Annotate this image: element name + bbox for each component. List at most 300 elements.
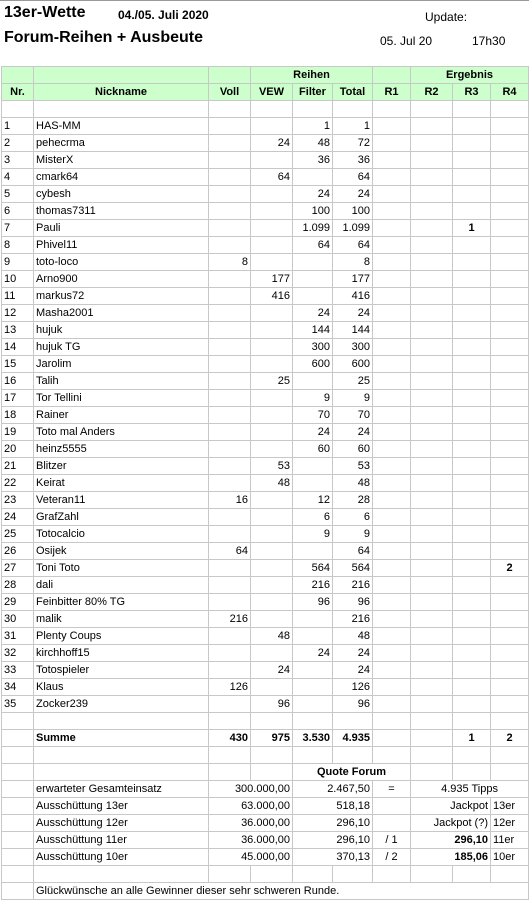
row-r2 [411,458,453,475]
spacer-row [2,713,529,730]
quote-amount: 296,10 [293,832,373,849]
row-number: 25 [2,526,34,543]
row-r1 [373,118,411,135]
update-date: 05. Jul 20 [380,34,433,48]
row-r2 [411,424,453,441]
row-r1 [373,577,411,594]
row-r4 [491,458,529,475]
row-r1 [373,390,411,407]
quote-row [2,849,529,866]
row-total: 25 [333,373,373,390]
empty-cell [373,866,411,883]
row-r3 [453,611,491,628]
row-filter: 12 [293,492,333,509]
reihen-header: Reihen [251,67,373,84]
row-r3 [453,645,491,662]
row-r1 [373,203,411,220]
row-voll [209,645,251,662]
row-number: 13 [2,322,34,339]
row-nickname: Zocker239 [34,696,209,713]
empty-cell [411,713,453,730]
row-voll [209,560,251,577]
row-r2 [411,492,453,509]
table-row [2,679,529,696]
row-r3 [453,237,491,254]
row-filter: 24 [293,645,333,662]
row-voll [209,458,251,475]
row-nickname: markus72 [34,288,209,305]
row-r3 [453,271,491,288]
row-r2 [411,526,453,543]
row-r3 [453,475,491,492]
table-row [2,441,529,458]
empty-cell [373,713,411,730]
empty-cell [373,747,411,764]
quote-rank: 13er [491,798,529,815]
row-filter: 216 [293,577,333,594]
row-r1 [373,373,411,390]
row-filter: 1.099 [293,220,333,237]
empty-cell [2,713,34,730]
row-r1 [373,611,411,628]
row-number: 14 [2,339,34,356]
row-r3 [453,441,491,458]
empty-cell [2,747,34,764]
einsatz-quote: 2.467,50 [293,781,373,798]
row-total: 9 [333,526,373,543]
footer-message: Glückwünsche an alle Gewinner dieser sehr schweren Runde. [34,883,529,900]
empty-cell [293,747,333,764]
row-r1 [373,543,411,560]
empty-cell [333,747,373,764]
row-r4 [491,237,529,254]
quote-divisor [373,798,411,815]
row-vew: 177 [251,271,293,288]
row-nickname: thomas7311 [34,203,209,220]
row-r2 [411,611,453,628]
quote-divisor: / 2 [373,849,411,866]
table-row [2,203,529,220]
top-border [0,0,529,1]
quote-label: Ausschüttung 11er [34,832,209,849]
row-r1 [373,679,411,696]
quote-rank: 10er [491,849,529,866]
row-r2 [411,271,453,288]
row-r4 [491,662,529,679]
col-r4: R4 [491,84,529,101]
empty-cell [491,764,529,781]
row-voll [209,237,251,254]
row-nickname: Pauli [34,220,209,237]
row-total: 24 [333,186,373,203]
col-nickname: Nickname [34,84,209,101]
col-filter: Filter [293,84,333,101]
betting-table [1,66,529,900]
row-filter: 144 [293,322,333,339]
row-voll [209,441,251,458]
row-r4 [491,543,529,560]
row-nickname: malik [34,611,209,628]
row-total: 100 [333,203,373,220]
empty-cell [333,713,373,730]
row-nickname: kirchhoff15 [34,645,209,662]
row-nickname: cybesh [34,186,209,203]
row-r4 [491,679,529,696]
row-number: 9 [2,254,34,271]
row-vew: 48 [251,628,293,645]
quote-value: 36.000,00 [209,832,293,849]
row-r2 [411,356,453,373]
row-r2 [411,220,453,237]
empty-cell [2,730,34,747]
empty-cell [2,866,34,883]
row-voll [209,594,251,611]
row-total: 60 [333,441,373,458]
row-nickname: Phivel11 [34,237,209,254]
row-number: 32 [2,645,34,662]
row-r2 [411,373,453,390]
row-r4 [491,288,529,305]
row-vew [251,322,293,339]
row-number: 7 [2,220,34,237]
row-total: 36 [333,152,373,169]
row-filter: 70 [293,407,333,424]
quote-value: 36.000,00 [209,815,293,832]
row-filter: 36 [293,152,333,169]
empty-cell [491,866,529,883]
row-r2 [411,305,453,322]
row-total: 126 [333,679,373,696]
table-row [2,288,529,305]
row-total: 24 [333,305,373,322]
empty-cell [2,781,34,798]
quote-row [2,832,529,849]
table-row [2,577,529,594]
table-row [2,407,529,424]
einsatz-tipps: 4.935 Tipps [411,781,529,798]
row-total: 564 [333,560,373,577]
row-filter [293,288,333,305]
row-number: 10 [2,271,34,288]
row-r4 [491,339,529,356]
row-filter: 600 [293,356,333,373]
row-r3 [453,560,491,577]
table-row [2,543,529,560]
table-row [2,662,529,679]
row-r4 [491,254,529,271]
row-r4 [491,356,529,373]
row-voll [209,288,251,305]
row-nickname: cmark64 [34,169,209,186]
row-vew: 96 [251,696,293,713]
row-r1 [373,169,411,186]
row-number: 29 [2,594,34,611]
row-r1 [373,441,411,458]
row-number: 24 [2,509,34,526]
quote-value: 63.000,00 [209,798,293,815]
row-vew [251,611,293,628]
row-r1 [373,594,411,611]
row-voll [209,271,251,288]
sheet-title: 13er-Wette [4,4,86,21]
row-r1 [373,662,411,679]
row-r3 [453,492,491,509]
empty-cell [2,883,34,900]
empty-cell [373,101,411,118]
row-r2 [411,135,453,152]
row-nickname: Feinbitter 80% TG [34,594,209,611]
row-filter [293,543,333,560]
row-vew [251,305,293,322]
row-filter [293,254,333,271]
row-r2 [411,475,453,492]
row-voll [209,220,251,237]
row-vew: 64 [251,169,293,186]
empty-cell [411,764,453,781]
row-total: 1 [333,118,373,135]
empty-cell [34,101,209,118]
row-voll [209,509,251,526]
row-r4: 2 [491,560,529,577]
spacer-row [2,866,529,883]
row-r4 [491,186,529,203]
row-nickname: Veteran11 [34,492,209,509]
empty-cell [251,713,293,730]
row-vew [251,152,293,169]
summe-vew: 975 [251,730,293,747]
row-filter: 48 [293,135,333,152]
empty-cell [373,730,411,747]
row-nickname: Jarolim [34,356,209,373]
quote-label: Ausschüttung 13er [34,798,209,815]
row-r3 [453,696,491,713]
table-row [2,492,529,509]
row-filter: 24 [293,424,333,441]
row-r4 [491,611,529,628]
row-r2 [411,203,453,220]
row-r1 [373,254,411,271]
row-r3 [453,373,491,390]
row-r3 [453,169,491,186]
row-vew [251,560,293,577]
row-r4 [491,322,529,339]
row-r4 [491,305,529,322]
row-vew [251,526,293,543]
quote-divisor [373,815,411,832]
quote-amount: 370,13 [293,849,373,866]
row-r4 [491,135,529,152]
row-r2 [411,169,453,186]
table-row [2,118,529,135]
row-number: 23 [2,492,34,509]
quote-amount: 518,18 [293,798,373,815]
col-nr: Nr. [2,84,34,101]
row-r3 [453,186,491,203]
empty-cell [491,101,529,118]
empty-cell [333,101,373,118]
table-row [2,390,529,407]
row-nickname: Blitzer [34,458,209,475]
empty-cell [2,101,34,118]
row-r1 [373,475,411,492]
empty-cell [293,866,333,883]
row-r3 [453,322,491,339]
table-row [2,424,529,441]
row-vew [251,390,293,407]
row-nickname: Toto mal Anders [34,424,209,441]
row-vew [251,441,293,458]
row-r2 [411,543,453,560]
col-r2: R2 [411,84,453,101]
row-filter: 9 [293,526,333,543]
row-number: 16 [2,373,34,390]
row-filter [293,679,333,696]
row-number: 1 [2,118,34,135]
spacer-row [2,747,529,764]
row-total: 53 [333,458,373,475]
empty-cell [453,101,491,118]
row-vew: 48 [251,475,293,492]
table-row [2,696,529,713]
header-row-2 [2,84,529,101]
row-r2 [411,186,453,203]
row-vew [251,679,293,696]
row-number: 2 [2,135,34,152]
row-voll [209,696,251,713]
row-r4 [491,441,529,458]
table-row [2,475,529,492]
row-nickname: Talih [34,373,209,390]
row-r4 [491,373,529,390]
row-vew: 416 [251,288,293,305]
row-vew: 53 [251,458,293,475]
row-r2 [411,288,453,305]
spacer-row [2,101,529,118]
row-total: 600 [333,356,373,373]
row-r1 [373,492,411,509]
empty-cell [453,866,491,883]
row-voll [209,135,251,152]
row-voll [209,339,251,356]
row-r3: 1 [453,220,491,237]
empty-cell [293,101,333,118]
row-vew: 25 [251,373,293,390]
row-total: 28 [333,492,373,509]
empty-cell [491,747,529,764]
row-vew [251,118,293,135]
row-r1 [373,645,411,662]
row-voll [209,186,251,203]
row-vew [251,237,293,254]
empty-cell [2,849,34,866]
row-vew [251,356,293,373]
quote-rank: 11er [491,832,529,849]
row-voll [209,407,251,424]
empty-cell [411,730,453,747]
row-voll [209,373,251,390]
row-voll [209,152,251,169]
footer-row [2,883,529,900]
row-nickname: Arno900 [34,271,209,288]
quote-row [2,798,529,815]
row-r2 [411,696,453,713]
row-vew [251,220,293,237]
row-vew [251,407,293,424]
empty-cell [251,101,293,118]
row-filter [293,271,333,288]
row-nickname: GrafZahl [34,509,209,526]
row-r1 [373,526,411,543]
row-r2 [411,628,453,645]
einsatz-equals: = [373,781,411,798]
row-number: 34 [2,679,34,696]
row-r3 [453,577,491,594]
row-number: 11 [2,288,34,305]
row-number: 17 [2,390,34,407]
row-number: 35 [2,696,34,713]
row-filter: 564 [293,560,333,577]
row-total: 24 [333,645,373,662]
empty-cell [34,866,209,883]
table-row [2,305,529,322]
table-row [2,237,529,254]
row-r4 [491,118,529,135]
row-number: 33 [2,662,34,679]
summe-label: Summe [34,730,209,747]
row-total: 24 [333,424,373,441]
row-nickname: Keirat [34,475,209,492]
row-r2 [411,577,453,594]
row-voll [209,424,251,441]
row-r4 [491,509,529,526]
einsatz-value: 300.000,00 [209,781,293,798]
row-r1 [373,271,411,288]
quote-value: 45.000,00 [209,849,293,866]
row-nickname: Klaus [34,679,209,696]
row-r4 [491,594,529,611]
row-nickname: Osijek [34,543,209,560]
empty-cell [491,713,529,730]
row-number: 8 [2,237,34,254]
table-row [2,560,529,577]
row-number: 19 [2,424,34,441]
empty-cell [2,798,34,815]
row-filter: 24 [293,186,333,203]
empty-cell [34,764,209,781]
row-nickname: dali [34,577,209,594]
row-r3 [453,135,491,152]
row-total: 216 [333,611,373,628]
row-nickname: heinz5555 [34,441,209,458]
row-r3 [453,152,491,169]
summe-voll: 430 [209,730,251,747]
empty-cell [411,747,453,764]
row-r2 [411,339,453,356]
row-total: 216 [333,577,373,594]
empty-cell [34,713,209,730]
row-r3 [453,356,491,373]
row-vew [251,186,293,203]
row-r4 [491,577,529,594]
summe-r4: 2 [491,730,529,747]
row-filter [293,458,333,475]
row-number: 30 [2,611,34,628]
col-voll: Voll [209,84,251,101]
row-r4 [491,407,529,424]
row-number: 12 [2,305,34,322]
row-nickname: Masha2001 [34,305,209,322]
row-r3 [453,594,491,611]
